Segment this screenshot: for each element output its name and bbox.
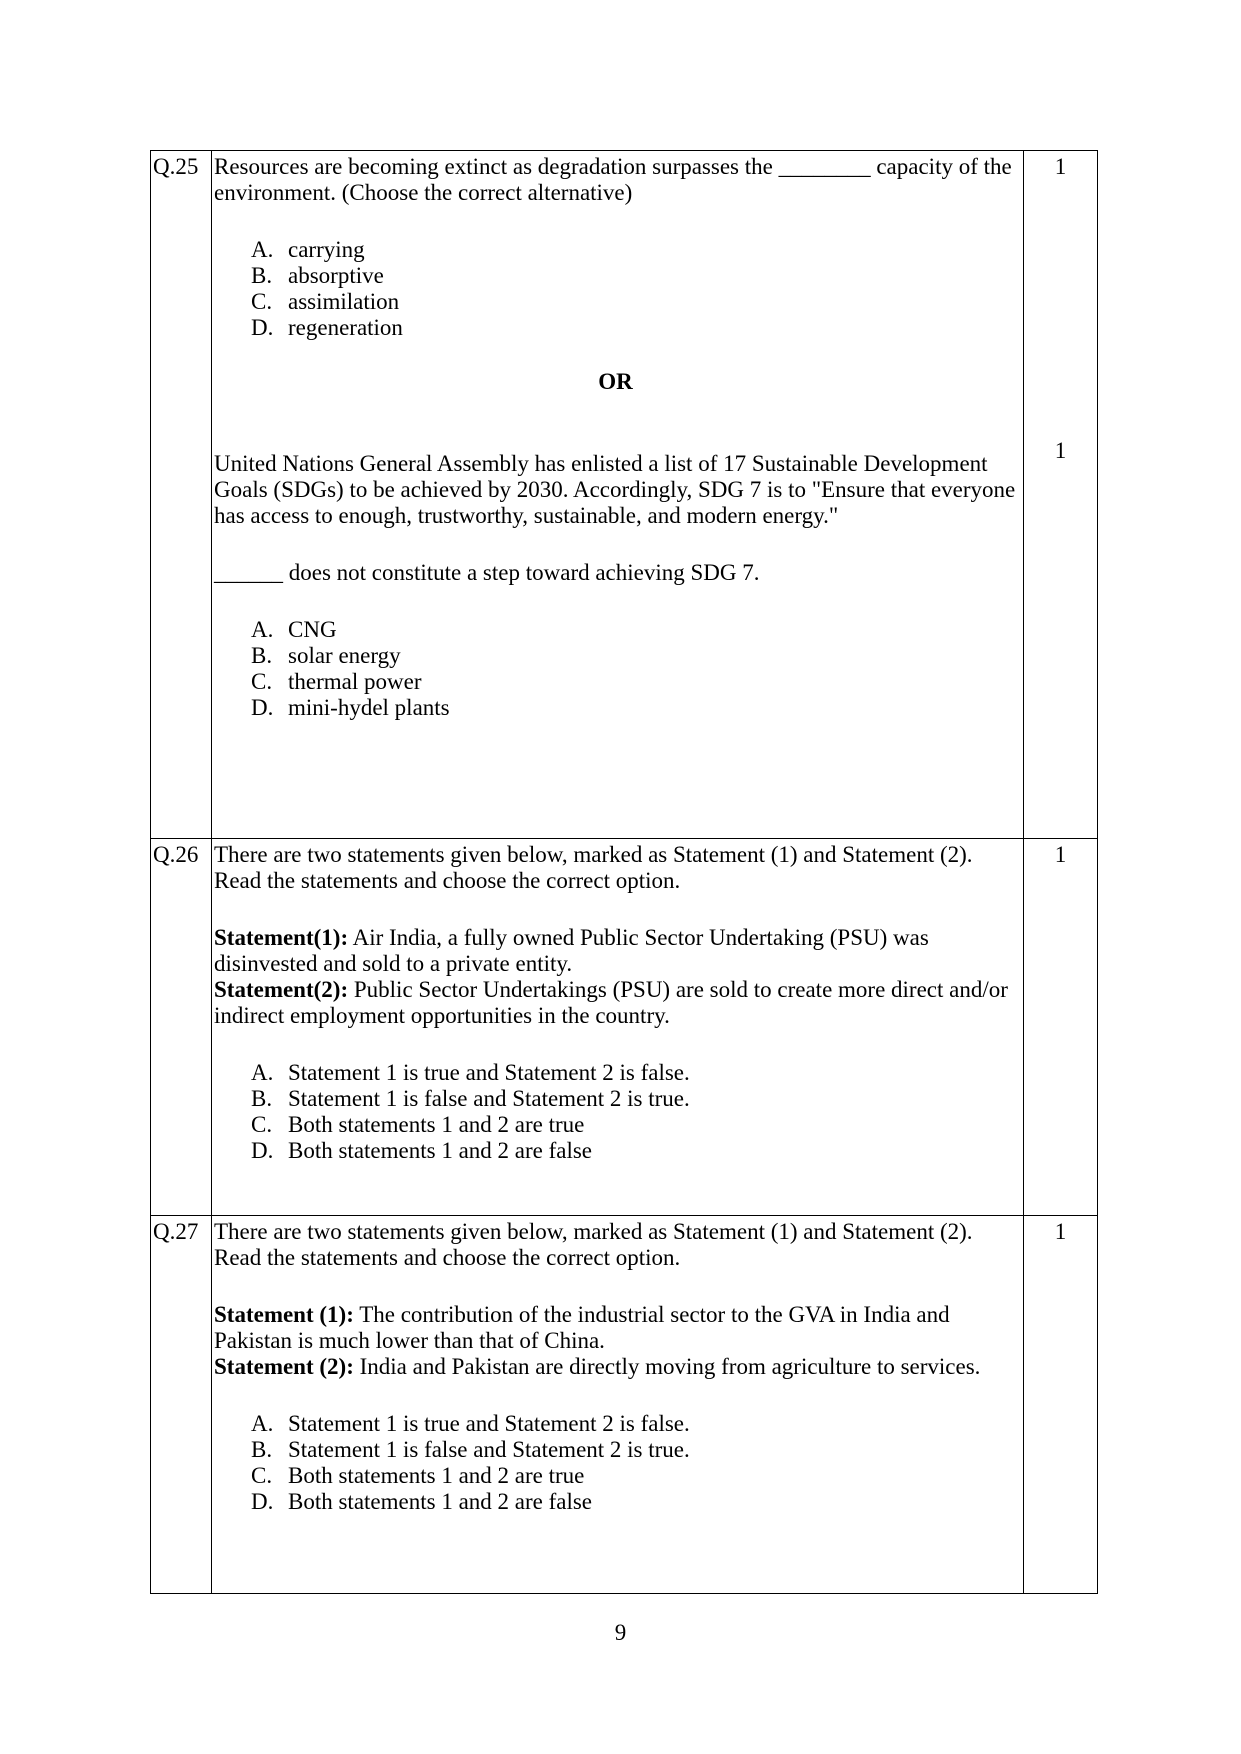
option-letter: C. bbox=[251, 1463, 273, 1488]
marks-cell bbox=[1024, 151, 1098, 839]
option-letter: B. bbox=[251, 643, 273, 668]
option-item bbox=[251, 1060, 1017, 1086]
option-item bbox=[251, 643, 1017, 669]
option-letter: A. bbox=[251, 1060, 274, 1085]
question-mark: 1 bbox=[1054, 154, 1067, 179]
option-text: regeneration bbox=[288, 315, 403, 340]
option-text: Both statements 1 and 2 are true bbox=[288, 1112, 585, 1137]
option-item bbox=[251, 1086, 1017, 1112]
option-item bbox=[251, 669, 1017, 695]
statement-2-text: Public Sector Undertakings (PSU) are sold to create more direct and/or indirect employment opportunities in the country. bbox=[214, 977, 1008, 1028]
statement-2-label: Statement (2): bbox=[214, 1354, 354, 1379]
option-letter: D. bbox=[251, 315, 274, 340]
question-number: Q.27 bbox=[151, 1216, 212, 1594]
statement-2 bbox=[214, 977, 1017, 1029]
alternative-question-mark: 1 bbox=[1054, 438, 1067, 463]
statement-1 bbox=[214, 925, 1017, 977]
option-text: absorptive bbox=[288, 263, 384, 288]
option-letter: B. bbox=[251, 1437, 273, 1462]
option-text: carrying bbox=[288, 237, 365, 262]
option-item bbox=[251, 695, 1017, 721]
alternative-question-text: United Nations General Assembly has enlisted a list of 17 Sustainable Development Goals (SDGs) to be achieved by 2030. Accordingly, SDG 7 is to "Ensure that everyone has access to enough, trustworthy, sustainable, and modern energy." bbox=[214, 451, 1016, 528]
question-mark: 1 bbox=[1054, 1219, 1067, 1244]
options-list bbox=[214, 1060, 1017, 1164]
question-number: Q.25 bbox=[151, 151, 212, 839]
options-list bbox=[214, 1411, 1017, 1515]
option-letter: C. bbox=[251, 289, 273, 314]
marks-cell bbox=[1024, 839, 1098, 1216]
option-item bbox=[251, 289, 1017, 315]
option-item bbox=[251, 237, 1017, 263]
option-item bbox=[251, 263, 1017, 289]
page-number: 9 bbox=[614, 1620, 627, 1645]
option-letter: D. bbox=[251, 1138, 274, 1163]
option-text: mini-hydel plants bbox=[288, 695, 450, 720]
question-table bbox=[150, 150, 1098, 1594]
statement-1-text: The contribution of the industrial sector to the GVA in India and Pakistan is much lower than that of China. bbox=[214, 1302, 950, 1353]
option-text: Both statements 1 and 2 are false bbox=[288, 1489, 593, 1514]
option-text: Statement 1 is true and Statement 2 is false. bbox=[288, 1060, 690, 1085]
question-row bbox=[151, 151, 1098, 839]
question-text: Resources are becoming extinct as degradation surpasses the ________ capacity of the environment. (Choose the correct alternative) bbox=[214, 154, 1012, 205]
option-item bbox=[251, 1138, 1017, 1164]
option-text: Both statements 1 and 2 are false bbox=[288, 1138, 593, 1163]
option-letter: B. bbox=[251, 263, 273, 288]
statement-2-text: India and Pakistan are directly moving from agriculture to services. bbox=[353, 1354, 981, 1379]
option-text: Statement 1 is false and Statement 2 is true. bbox=[288, 1086, 690, 1111]
statement-2 bbox=[214, 1354, 1017, 1380]
question-text: There are two statements given below, marked as Statement (1) and Statement (2). Read the statements and choose the correct option. bbox=[214, 842, 973, 893]
marks-cell bbox=[1024, 1216, 1098, 1594]
statement-1-label: Statement (1): bbox=[214, 1302, 354, 1327]
option-item bbox=[251, 1112, 1017, 1138]
question-number: Q.26 bbox=[151, 839, 212, 1216]
option-letter: C. bbox=[251, 669, 273, 694]
statement-1-label: Statement(1): bbox=[214, 925, 349, 950]
option-text: Both statements 1 and 2 are true bbox=[288, 1463, 585, 1488]
option-item bbox=[251, 1411, 1017, 1437]
question-body bbox=[212, 839, 1024, 1216]
option-letter: B. bbox=[251, 1086, 273, 1111]
question-mark: 1 bbox=[1054, 842, 1067, 867]
statement-1-text: Air India, a fully owned Public Sector Undertaking (PSU) was disinvested and sold to a private entity. bbox=[214, 925, 929, 976]
option-item bbox=[251, 1489, 1017, 1515]
option-item bbox=[251, 1437, 1017, 1463]
option-text: Statement 1 is false and Statement 2 is true. bbox=[288, 1437, 690, 1462]
option-letter: A. bbox=[251, 617, 274, 642]
statement-2-label: Statement(2): bbox=[214, 977, 349, 1002]
option-letter: C. bbox=[251, 1112, 273, 1137]
alternative-question-prompt: ______ does not constitute a step toward achieving SDG 7. bbox=[214, 560, 760, 585]
option-text: solar energy bbox=[288, 643, 401, 668]
question-text: There are two statements given below, marked as Statement (1) and Statement (2). Read the statements and choose the correct option. bbox=[214, 1219, 973, 1270]
option-text: CNG bbox=[288, 617, 337, 642]
option-item bbox=[251, 1463, 1017, 1489]
option-letter: A. bbox=[251, 237, 274, 262]
option-text: thermal power bbox=[288, 669, 422, 694]
option-letter: A. bbox=[251, 1411, 274, 1436]
or-separator: OR bbox=[598, 369, 633, 394]
alternative-options-list bbox=[214, 617, 1017, 721]
question-body bbox=[212, 151, 1024, 839]
option-text: assimilation bbox=[288, 289, 400, 314]
option-item bbox=[251, 315, 1017, 341]
statement-1 bbox=[214, 1302, 1017, 1354]
option-letter: D. bbox=[251, 1489, 274, 1514]
option-text: Statement 1 is true and Statement 2 is false. bbox=[288, 1411, 690, 1436]
question-row bbox=[151, 1216, 1098, 1594]
option-letter: D. bbox=[251, 695, 274, 720]
question-row bbox=[151, 839, 1098, 1216]
options-list bbox=[214, 237, 1017, 341]
option-item bbox=[251, 617, 1017, 643]
question-body bbox=[212, 1216, 1024, 1594]
